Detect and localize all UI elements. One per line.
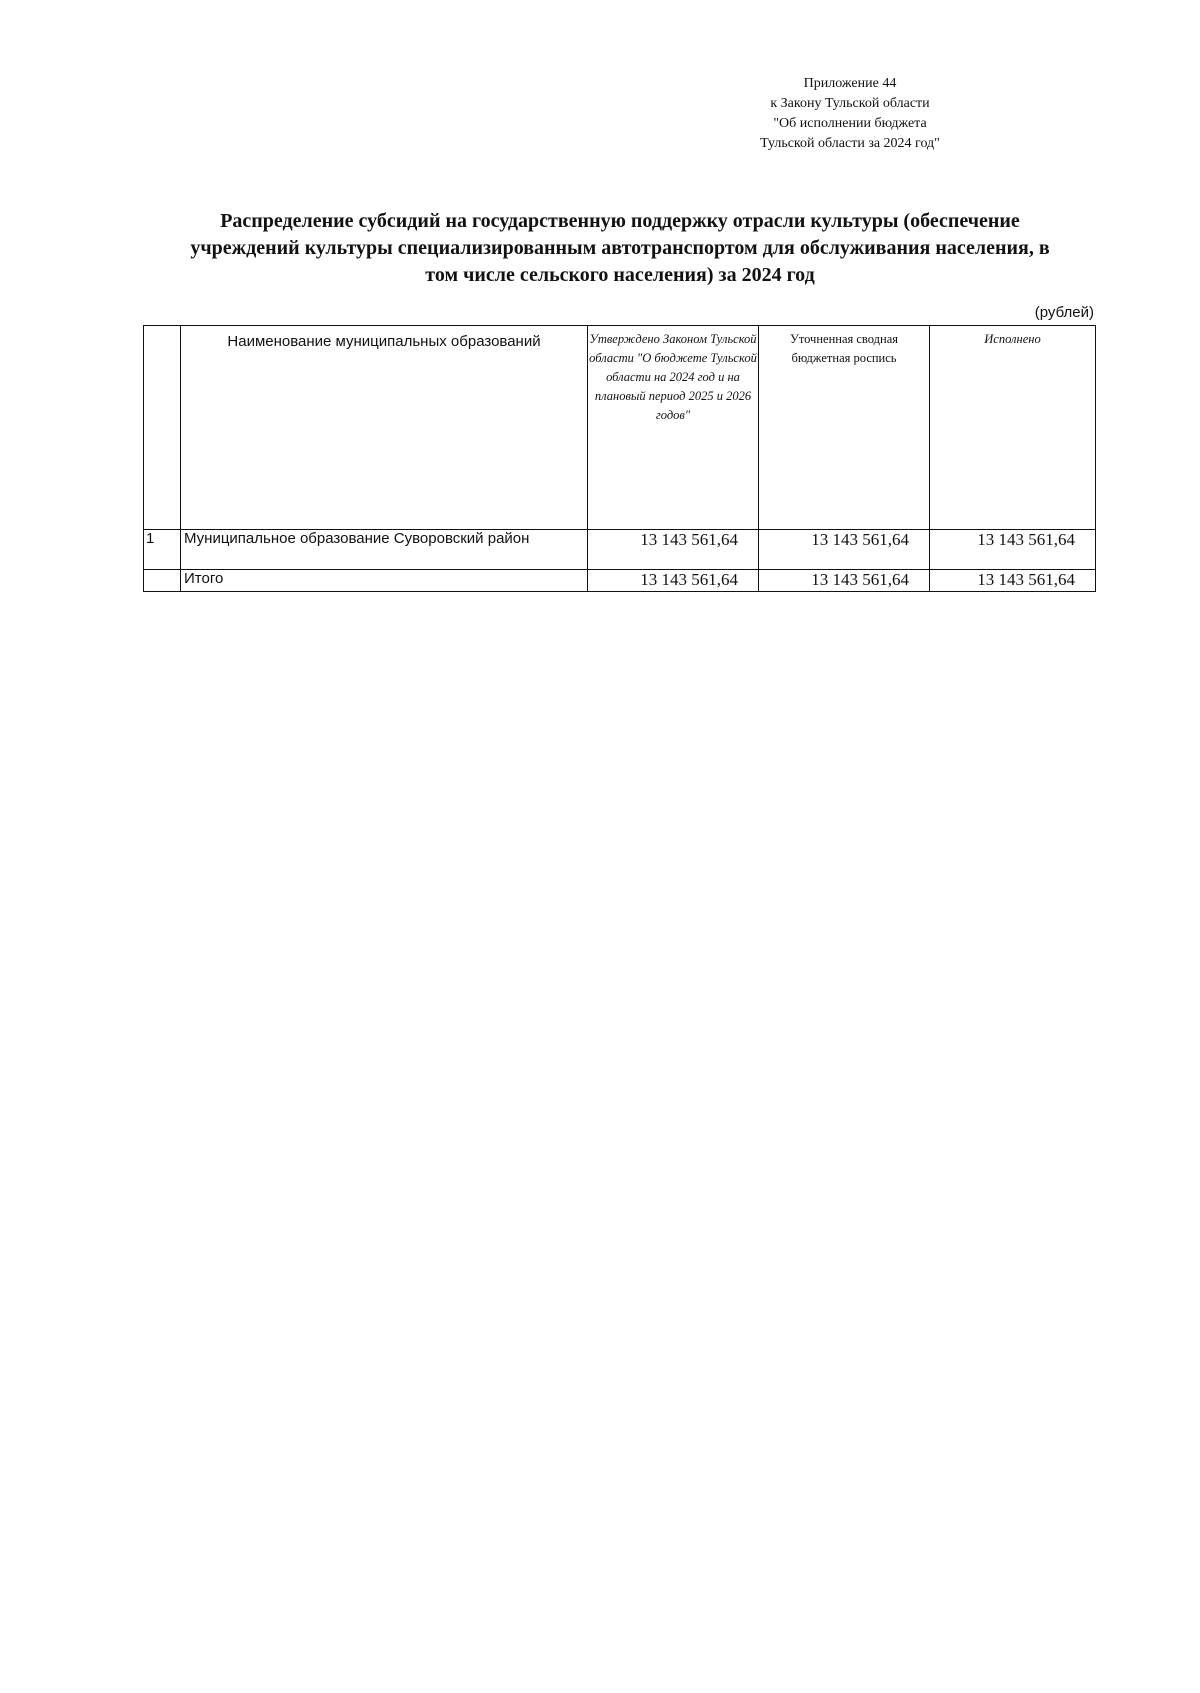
total-label: Итого — [181, 570, 588, 592]
row-approved-value: 13 143 561,64 — [588, 530, 759, 570]
title-line: том числе сельского населения) за 2024 год — [425, 264, 815, 286]
total-approved-value: 13 143 561,64 — [588, 570, 759, 592]
table-row — [144, 530, 1096, 570]
table-total-row — [144, 570, 1096, 592]
subsidy-table — [143, 325, 1096, 592]
header-municipality-name: Наименование муниципальных образований — [181, 326, 588, 530]
document-title — [140, 208, 1100, 289]
table-header-row — [144, 326, 1096, 530]
appendix-block — [700, 74, 1000, 154]
total-number — [144, 570, 181, 592]
row-municipality-name: Муниципальное образование Суворовский район — [181, 530, 588, 570]
title-line: учреждений культуры специализированным автотранспортом для обслуживания населения, в — [190, 237, 1050, 259]
title-line: Распределение субсидий на государственную поддержку отрасли культуры (обеспечение — [220, 210, 1020, 232]
row-executed-value: 13 143 561,64 — [930, 530, 1096, 570]
header-number — [144, 326, 181, 530]
header-refined-budget: Уточненная сводная бюджетная роспись — [759, 326, 930, 530]
row-refined-value: 13 143 561,64 — [759, 530, 930, 570]
appendix-line: Приложение 44 — [803, 76, 897, 91]
appendix-line: "Об исполнении бюджета — [773, 116, 927, 131]
total-executed-value: 13 143 561,64 — [930, 570, 1096, 592]
header-approved-by-law: Утверждено Законом Тульской области "О бюджете Тульской области на 2024 год и на плановый период 2025 и 2026 годов" — [588, 326, 759, 530]
header-executed: Исполнено — [930, 326, 1096, 530]
currency-unit: (рублей) — [1034, 304, 1094, 321]
row-number: 1 — [144, 530, 181, 570]
appendix-line: к Закону Тульской области — [770, 96, 930, 111]
appendix-line: Тульской области за 2024 год" — [760, 136, 940, 151]
total-refined-value: 13 143 561,64 — [759, 570, 930, 592]
